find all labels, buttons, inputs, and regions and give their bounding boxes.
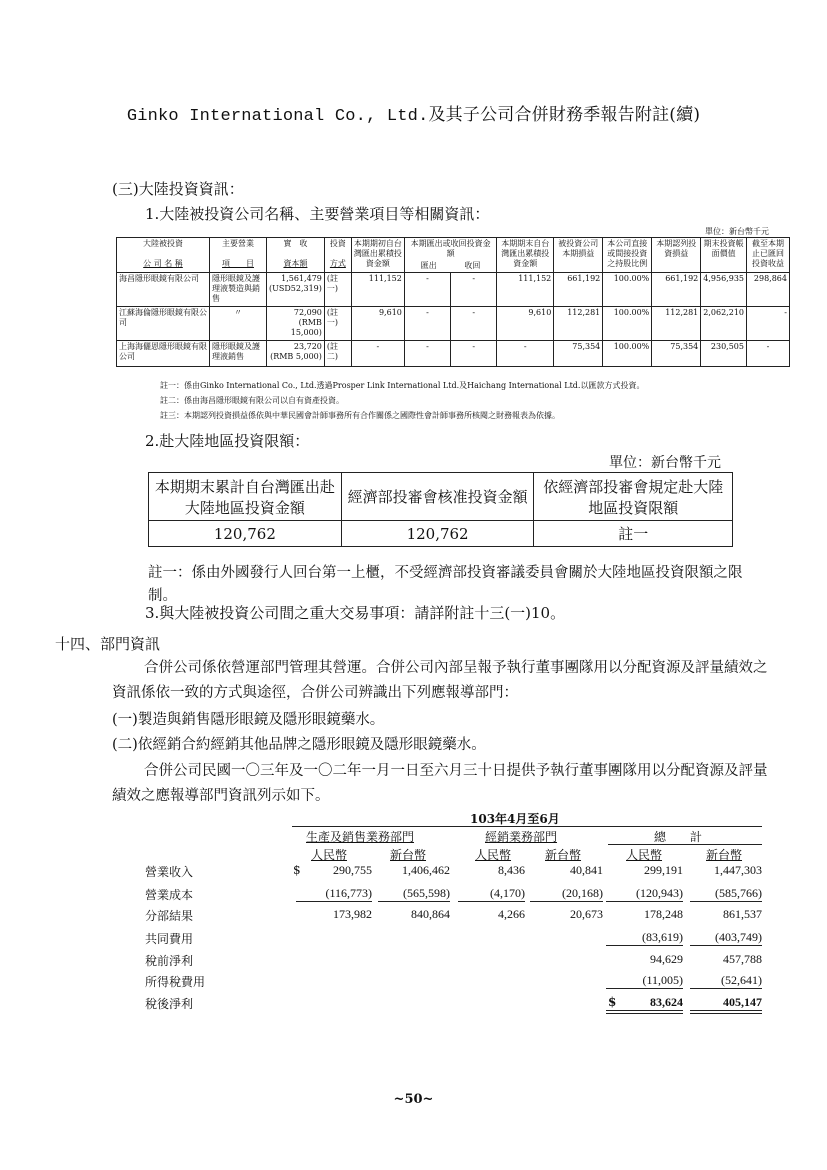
segment-cell: (20,168) [562, 886, 603, 900]
subheading-investee-info: 1.大陸被投資公司名稱、主要營業項目等相關資訊： [145, 205, 490, 223]
th-method: 投資 方式 [324, 238, 351, 273]
segment-cell: 20,673 [570, 907, 603, 921]
subheading-transactions: 3.與大陸被投資公司間之重大交易事項：請詳附註十三(一)10。 [145, 604, 566, 622]
limit-value-3: 註一 [534, 521, 733, 547]
footnote-2: 註二：係由海昌隱形眼鏡有限公司以自有資產投資。 [160, 396, 344, 405]
segment-item-1: (一)製造與銷售隱形眼鏡及隱形眼鏡藥水。 [112, 712, 385, 728]
segment-cell: 178,248 [644, 907, 683, 921]
th-end: 本期期末自台灣匯出累積投資金額 [497, 238, 554, 273]
group-distribution: 經銷業務部門 [485, 830, 558, 844]
period-label: 103年4月至6月 [470, 812, 560, 826]
table-row: 江蘇海倫隱形眼鏡有限公司 〃 72,090 (RMB 15,000) (註一) 9,610 - - 9,610 112,281 100.00% 112,281 2,062,210 - [117, 307, 790, 341]
table-row: 海昌隱形眼鏡有限公司 隱形眼鏡及護理液製造與銷售 1,561,479 (USD52,319) (註一) 111,152 - - 111,152 661,192 100.00% 661,192 4,956,935 298,864 [117, 273, 790, 307]
th-ratio: 本公司直接或間接投資之持股比例 [603, 238, 652, 273]
th-investee: 大陸被投資 公 司 名 稱 [117, 238, 210, 273]
segment-cell: 40,841 [570, 863, 603, 877]
title-english: Ginko International Co., Ltd. [126, 107, 429, 126]
limit-header-3: 依經濟部投審會規定赴大陸地區投資限額 [534, 473, 733, 521]
segment-cell: 290,755 [333, 863, 372, 877]
currency-rmb-3: 人民幣 [626, 848, 663, 862]
segment-cell: 8,436 [498, 863, 525, 877]
currency-rmb-1: 人民幣 [311, 848, 348, 862]
segment-cell: 861,537 [723, 907, 762, 921]
segment-cell: (120,943) [636, 886, 683, 900]
th-recog: 本期認列投資損益 [652, 238, 701, 273]
segment-cell: 457,788 [723, 952, 762, 966]
segment-cell: (585,766) [715, 886, 762, 900]
th-repat: 截至本期止已匯回投資收益 [747, 238, 790, 273]
segment-cell: 405,147 [723, 995, 762, 1009]
segment-row-label: 共同費用 [145, 932, 194, 946]
limit-value-1: 120,762 [149, 521, 342, 547]
segment-cell: (11,005) [642, 973, 683, 987]
limit-note: 註一：係由外國發行人回台第一上櫃，不受經濟部投資審議委員會關於大陸地區投資限額之限制。 [148, 565, 743, 604]
segment-row-label: 稅前淨利 [145, 954, 194, 968]
segment-row-label: 營業成本 [145, 888, 194, 902]
segment-item-2: (二)依經銷合約經銷其他品牌之隱形眼鏡及隱形眼鏡藥水。 [112, 737, 486, 753]
segment-row-label: 營業收入 [145, 865, 194, 879]
segment-cell: (4,170) [490, 886, 525, 900]
th-flow: 本期匯出或收回投資金額 匯出 收回 [404, 238, 496, 273]
segment-row-label: 分部結果 [145, 909, 194, 923]
segment-cell: (116,773) [325, 886, 372, 900]
group-manufacturing: 生產及銷售業務部門 [306, 830, 415, 844]
segment-cell: 4,266 [498, 907, 525, 921]
page-number: ~50~ [393, 1092, 434, 1107]
segment-cell: (565,598) [403, 886, 450, 900]
dollar-sign: $ [608, 995, 617, 1009]
th-capital: 實 收 資本額 [267, 238, 325, 273]
limit-value-2: 120,762 [341, 521, 534, 547]
dollar-sign: $ [293, 863, 301, 877]
unit-label: 單位：新台幣千元 [705, 227, 769, 236]
segment-cell: (403,749) [715, 930, 762, 944]
footnote-1: 註一：係由Ginko International Co., Ltd.透過Prosper Link International Ltd.及Haichang International Ltd.以匯款方式投資。 [160, 381, 645, 390]
limit-header-1: 本期期末累計自台灣匯出赴大陸地區投資金額 [149, 473, 342, 521]
subheading-limit: 2.赴大陸地區投資限額： [145, 432, 310, 450]
segment-cell: 83,624 [650, 995, 683, 1009]
th-begin: 本期期初自台灣匯出累積投資金額 [351, 238, 404, 273]
segment-cell: 1,406,462 [402, 863, 450, 877]
segment-cell: 173,982 [333, 907, 372, 921]
currency-twd-1: 新台幣 [390, 848, 427, 862]
table-row: 上海海儷恩隱形眼鏡有限公司 隱形眼鏡及護理液銷售 23,720 (RMB 5,000) (註二) - - - - 75,354 100.00% 75,354 230,505 - [117, 341, 790, 367]
segment-paragraph-2: 合併公司民國一〇三年及一〇二年一月一日至六月三十日提供予執行董事團隊用以分配資源及評量績效之應報導部門資訊列示如下。 [112, 763, 768, 804]
currency-twd-3: 新台幣 [706, 848, 743, 862]
limit-header-2: 經濟部投審會核准投資金額 [341, 473, 534, 521]
th-pl: 被投資公司本期損益 [554, 238, 603, 273]
segment-cell: 840,864 [411, 907, 450, 921]
segment-row-label: 所得稅費用 [145, 975, 206, 989]
title-chinese: 及其子公司合併財務季報告附註(續) [428, 105, 701, 125]
investment-limit-table [148, 472, 733, 547]
currency-twd-2: 新台幣 [545, 848, 582, 862]
segment-cell: 299,191 [644, 863, 683, 877]
segment-cell: (83,619) [642, 930, 683, 944]
investee-table [116, 237, 790, 367]
unit-label-2: 單位：新台幣千元 [609, 455, 721, 471]
segment-row-label: 稅後淨利 [145, 997, 194, 1011]
segment-cell: 1,447,303 [714, 863, 762, 877]
segment-cell: 94,629 [650, 952, 683, 966]
footnote-3: 註三：本期認列投資損益係依與中華民國會計師事務所有合作關係之國際性會計師事務所核閱之財務報表為依據。 [160, 411, 560, 420]
segment-paragraph-1: 合併公司係依營運部門管理其營運。合併公司內部呈報予執行董事團隊用以分配資源及評量績效之資訊係依一致的方式與途徑，合併公司辨識出下列應報導部門： [112, 660, 768, 701]
th-book: 期末投資帳面價值 [701, 238, 747, 273]
currency-rmb-2: 人民幣 [475, 848, 512, 862]
page-title [0, 100, 827, 126]
section-heading-china-investment: (三)大陸投資資訊： [112, 180, 244, 198]
section-heading-segment: 十四、部門資訊 [55, 635, 161, 653]
th-business: 主要營業 項 目 [210, 238, 267, 273]
segment-cell: (52,641) [721, 973, 762, 987]
group-total: 總 計 [654, 830, 703, 844]
